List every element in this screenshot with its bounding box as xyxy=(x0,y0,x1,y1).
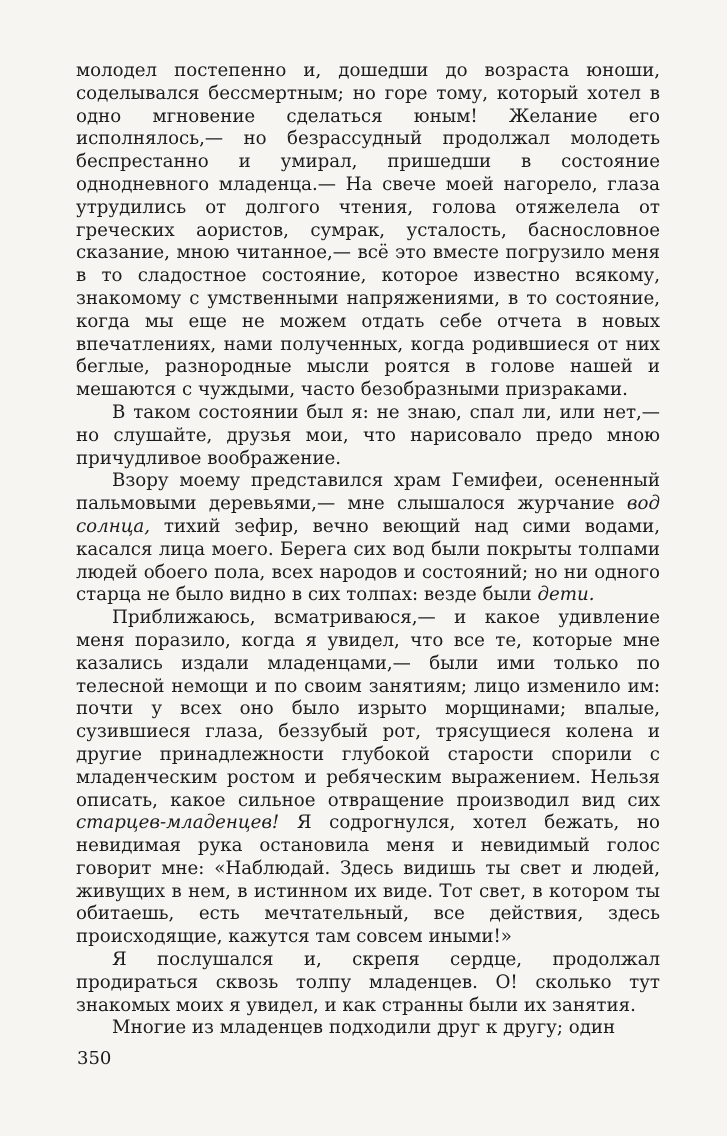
paragraph-2 xyxy=(76,402,660,470)
book-page-text xyxy=(76,60,660,1040)
text-run: Взору моему представился храм Гемифеи, осененный пальмовыми деревьями,— мне слышалося журчание xyxy=(76,470,660,515)
text-run: Я послушался и, скрепя сердце, продолжал продираться сквозь толпу младенцев. О! сколько тут знакомых моих я увидел, и как странны были их занятия. xyxy=(76,949,660,1016)
text-run: Многие из младенцев подходили друг к другу; один xyxy=(112,1017,616,1039)
paragraph-1 xyxy=(76,60,660,402)
paragraph-3 xyxy=(76,470,660,607)
italic-text-run: старцев-младенцев! xyxy=(76,812,280,834)
italic-text-run: дети. xyxy=(537,584,595,606)
italic-text-run: вод солнца, xyxy=(76,493,660,537)
paragraph-6 xyxy=(76,1017,660,1040)
text-run: молодел постепенно и, дошедши до возраста юноши, соделывался бессмертным; но горе тому, который хотел в одно мгновение сделаться юным! Желание его исполнялось,— но безрассудный продолжал молодеть беспрестанно и умирал, пришедши в состояние однодневного младенца.— На свече моей нагорело, глаза утрудились от долгого чтения, голова отяжелела от греческих аористов, сумрак, усталость, баснословное сказание, мною читанное,— всё это вместе погрузило меня в то сладостное состояние, которое известно всякому, знакомому с умственными напряжениями, в то состояние, когда мы еще не можем отдать себе отчета в новых впечатлениях, нами полученных, когда родившиеся от них беглые, разнородные мысли роятся в голове нашей и мешаются с чуждыми, часто безобразными призраками. xyxy=(76,60,660,401)
page-number: 350 xyxy=(77,1048,112,1069)
text-run: Приближаюсь, всматриваюся,— и какое удивление меня поразило, когда я увидел, что все те, которые мне казались издали младенцами,— были ими только по телесной немощи и по своим занятиям; лицо изменило им: почти у всех оно было изрыто морщинами; впалые, сузившиеся глаза, беззубый рот, трясущиеся колена и другие принадлежности глубокой старости спорили с младенческим ростом и ребяческим выражением. Нельзя описать, какое сильное отвращение производил вид сих xyxy=(76,607,660,811)
text-run: В таком состоянии был я: не знаю, спал ли, или нет,— но слушайте, друзья мои, что нарисовало предо мною причудливое воображение. xyxy=(76,401,660,469)
paragraph-5 xyxy=(76,949,660,1017)
paragraph-4 xyxy=(76,607,660,949)
text-run: тихий зефир, вечно веющий над сими водами, касался лица моего. Берега сих вод были покрыты толпами людей обоего пола, всех народов и состояний; но ни одного старца не было видно в сих толпах: везде были xyxy=(76,515,660,606)
text-run: Я содрогнулся, хотел бежать, но невидимая рука остановила меня и невидимый голос говорит мне: «Наблюдай. Здесь видишь ты свет и людей, живущих в нем, в истинном их виде. Тот свет, в котором ты обитаешь, есть мечтательный, все действия, здесь происходящие, кажутся там совсем иными!» xyxy=(76,812,660,948)
